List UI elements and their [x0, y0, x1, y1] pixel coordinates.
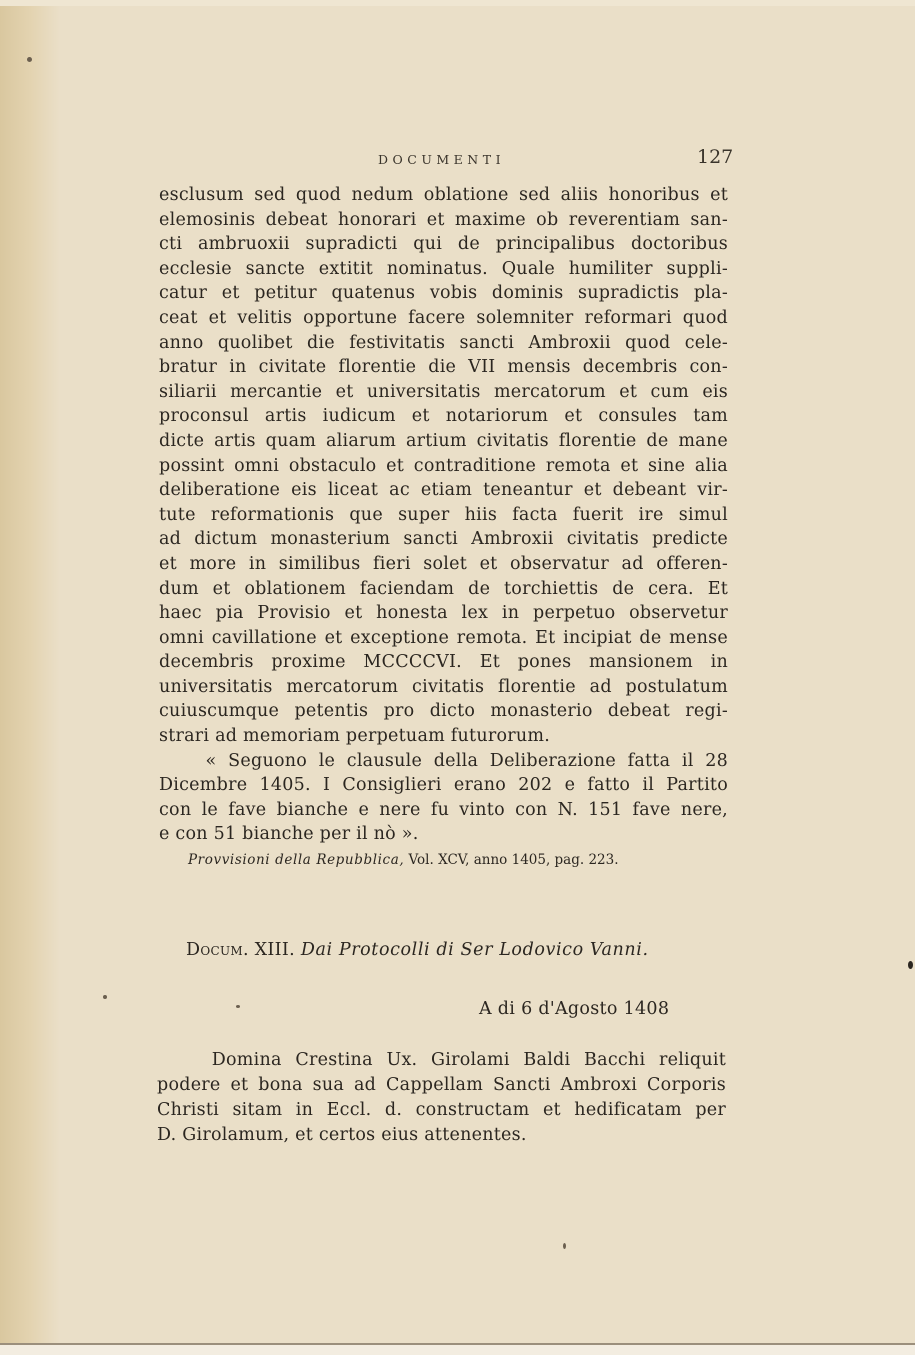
text-line: proconsul artis iudicum et notariorum et consules tam	[159, 406, 728, 427]
paper-speck	[908, 961, 913, 969]
page-binding-shadow	[0, 0, 60, 1355]
document-heading	[186, 940, 649, 960]
document-label: Docum. XIII.	[186, 940, 295, 960]
paper-speck	[103, 995, 107, 999]
text-line: omni cavillatione et exceptione remota. Et incipiat de mense	[159, 627, 728, 648]
text-line: universitatis mercatorum civitatis florentie ad postulatum	[159, 676, 728, 697]
page-top-edge	[0, 0, 915, 6]
text-line: bratur in civitate florentie die VII mensis decembris con-	[159, 357, 728, 378]
main-text-block	[159, 183, 728, 847]
text-line: e con 51 bianche per il nò ».	[159, 824, 419, 845]
source-details: Vol. XCV, anno 1405, pag. 223.	[408, 852, 619, 868]
paper-speck	[236, 1005, 240, 1008]
text-line: Domina Crestina Ux. Girolami Baldi Bacchi reliquit	[157, 1050, 726, 1070]
page-number: 127	[697, 146, 734, 168]
text-line: ecclesie sancte extitit nominatus. Quale humiliter suppli-	[159, 258, 728, 279]
source-title: Provvisioni della Repubblica,	[188, 852, 405, 868]
text-line: D. Girolamum, et certos eius attenentes.	[157, 1125, 527, 1145]
text-line: anno quolibet die festivitatis sancti Ambroxii quod cele-	[159, 332, 728, 353]
text-line: et more in similibus fieri solet et observatur ad offeren-	[159, 553, 728, 574]
text-line: « Seguono le clausule della Deliberazione fatta il 28	[159, 750, 728, 771]
running-title: DOCUMENTI	[378, 152, 506, 167]
page-bottom-edge	[0, 1345, 915, 1355]
text-line: podere et bona sua ad Cappellam Sancti Ambroxi Corporis	[157, 1075, 726, 1095]
date-line: A di 6 d'Agosto 1408	[479, 999, 670, 1019]
text-line: dum et oblationem faciendam de torchiettis de cera. Et	[159, 578, 728, 599]
text-line: strari ad memoriam perpetuam futurorum.	[159, 726, 551, 747]
text-line: esclusum sed quod nedum oblatione sed aliis honoribus et	[159, 185, 728, 205]
text-line: siliarii mercantie et universitatis mercatorum et cum eis	[159, 381, 728, 402]
text-line: catur et petitur quatenus vobis dominis supradictis pla-	[159, 283, 728, 304]
text-line: deliberatione eis liceat ac etiam teneantur et debeant vir-	[159, 480, 728, 501]
text-line: con le fave bianche e nere fu vinto con N. 151 fave nere,	[159, 799, 728, 820]
text-line: elemosinis debeat honorari et maxime ob reverentiam san-	[159, 209, 728, 230]
paper-speck	[563, 1243, 566, 1249]
text-line: dicte artis quam aliarum artium civitatis florentie de mane	[159, 430, 728, 451]
text-line: Dicembre 1405. I Consiglieri erano 202 e fatto il Partito	[159, 775, 728, 796]
text-line: decembris proxime MCCCCVI. Et pones mansionem in	[159, 652, 728, 673]
text-line: possint omni obstaculo et contraditione remota et sine alia	[159, 455, 728, 476]
text-line: haec pia Provisio et honesta lex in perpetuo observetur	[159, 603, 728, 624]
text-line: ad dictum monasterium sancti Ambroxii civitatis predicte	[159, 529, 728, 550]
text-line: ceat et velitis opportune facere solemniter reformari quod	[159, 307, 728, 328]
second-paragraph	[157, 1048, 726, 1148]
text-line: cuiuscumque petentis pro dicto monasterio debeat regi-	[159, 701, 728, 722]
document-title: Dai Protocolli di Ser Lodovico Vanni.	[300, 940, 649, 960]
source-citation	[188, 852, 619, 868]
running-header	[0, 144, 915, 174]
text-line: tute reformationis que super hiis facta fuerit ire simul	[159, 504, 728, 525]
text-line: cti ambruoxii supradicti qui de principalibus doctoribus	[159, 234, 728, 255]
paper-speck	[27, 57, 32, 62]
text-line: Christi sitam in Eccl. d. constructam et hedificatam per	[157, 1100, 726, 1120]
